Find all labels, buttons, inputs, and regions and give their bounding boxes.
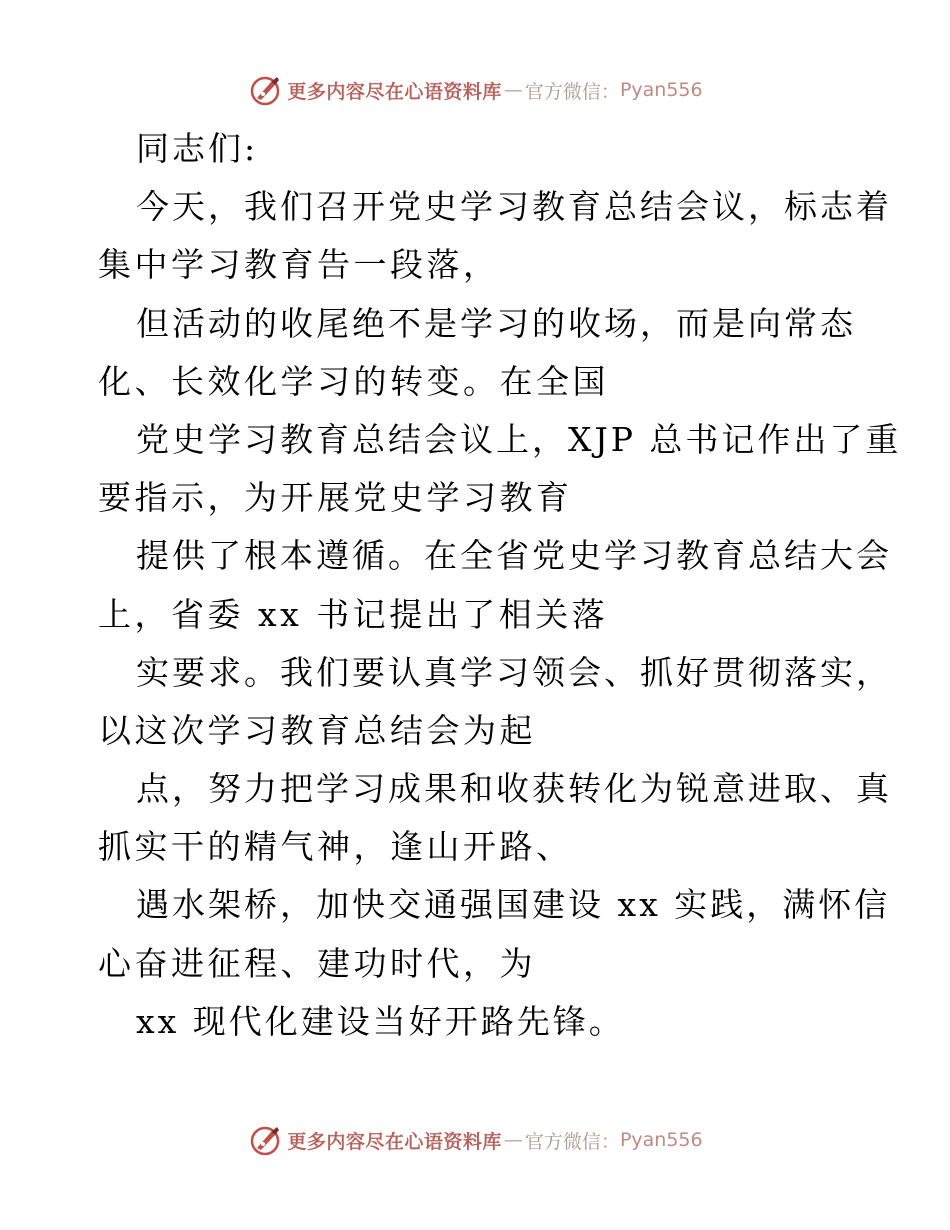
header-watermark-banner [0, 70, 950, 110]
banner-wechat-label: 官方微信： [524, 80, 620, 103]
banner-dash: — [503, 1129, 523, 1151]
paragraph-line: 心奋进征程、建功时代，为 [98, 943, 536, 983]
banner-wechat-label: 官方微信： [524, 1130, 620, 1153]
paragraph-line: 集中学习教育告一段落， [98, 245, 500, 285]
banner-main-text: 更多内容尽在心语资料库 [287, 1130, 502, 1153]
banner-dash: — [503, 79, 523, 101]
paragraph-line: 以这次学习教育总结会为起 [98, 710, 536, 750]
paragraph-line: 上，省委 xx 书记提出了相关落 [98, 594, 609, 634]
paragraph-line: xx 现代化建设当好开路先锋。 [136, 1001, 625, 1041]
pen-nib-logo-icon [247, 1122, 283, 1158]
paragraph-line: 今天，我们召开党史学习教育总结会议，标志着 [136, 187, 892, 227]
paragraph-line: 点，努力把学习成果和收获转化为锐意进取、真 [136, 769, 892, 809]
paragraph-line: 提供了根本遵循。在全省党史学习教育总结大会 [136, 536, 892, 576]
paragraph-line: 要指示，为开展党史学习教育 [98, 478, 573, 518]
banner-wechat-id: Pyan556 [619, 1129, 703, 1151]
salutation: 同志们: [136, 129, 259, 168]
paragraph-line: 党史学习教育总结会议上，XJP 总书记作出了重 [136, 419, 902, 459]
pen-nib-logo-icon [247, 72, 283, 108]
banner-wechat-id: Pyan556 [619, 79, 703, 101]
paragraph-line: 但活动的收尾绝不是学习的收场，而是向常态 [136, 303, 856, 343]
paragraph-line: 抓实干的精气神，逢山开路、 [98, 827, 573, 867]
paragraph-line: 实要求。我们要认真学习领会、抓好贯彻落实， [136, 652, 892, 692]
footer-watermark-banner [0, 1120, 950, 1160]
banner-main-text: 更多内容尽在心语资料库 [287, 80, 502, 103]
paragraph-line: 遇水架桥，加快交通强国建设 xx 实践，满怀信 [136, 885, 891, 925]
document-body [98, 120, 902, 1051]
paragraph-line: 化、长效化学习的转变。在全国 [98, 361, 609, 401]
